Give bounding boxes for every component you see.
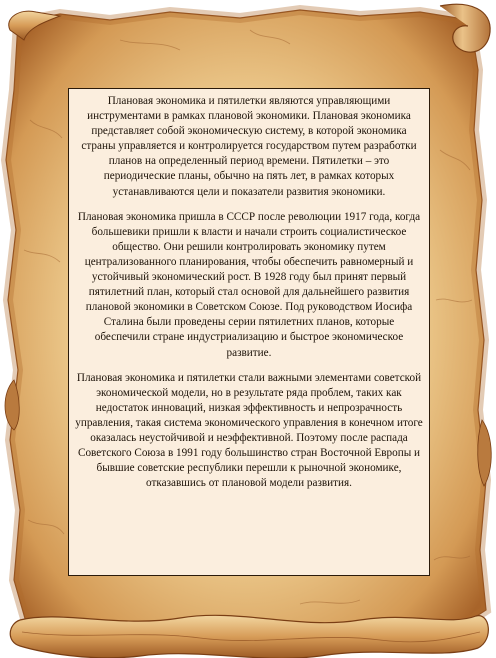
- paragraph-2: Плановая экономика пришла в СССР после революции 1917 года, когда большевики пришли к власти и начали строить социалистическое общество. Они решили контролировать экономику путем централизованного планирования, чтобы обеспечить равномерный и устойчивый экономический рост. В 1928 году был принят первый пятилетний план, который стал основой для дальнейшего развития плановой экономики в Советском Союзе. Под руководством Иосифа Сталина были проведены серии пятилетних планов, которые обеспечили стране индустриализацию и быстрое экономическое развитие.: [77, 210, 421, 359]
- paragraph-1: Плановая экономика и пятилетки являются управляющими инструментами в рамках плановой экономики. Плановая экономика представляет собой экономическую систему, в которой экономика страны управляется и контролируется государством путем разработки планов на определенный период времени. Пятилетки – это периодические планы, обычно на пять лет, в рамках которых устанавливаются цели и показатели развития экономики.: [81, 95, 417, 198]
- paragraph-3: Плановая экономика и пятилетки стали важными элементами советской экономической модели, но в результате ряда проблем, таких как недостаток инноваций, низкая эффективность и непрозрачность управления, такая система экономического управления в конечном итоге оказалась неустойчивой и неэффективной. Поэтому после распада Советского Союза в 1991 году большинство стран Восточной Европы и бывшие советские республики перешли к рыночной экономике, отказавшись от плановой модели развития.: [75, 371, 423, 490]
- article-text-box: [68, 88, 430, 576]
